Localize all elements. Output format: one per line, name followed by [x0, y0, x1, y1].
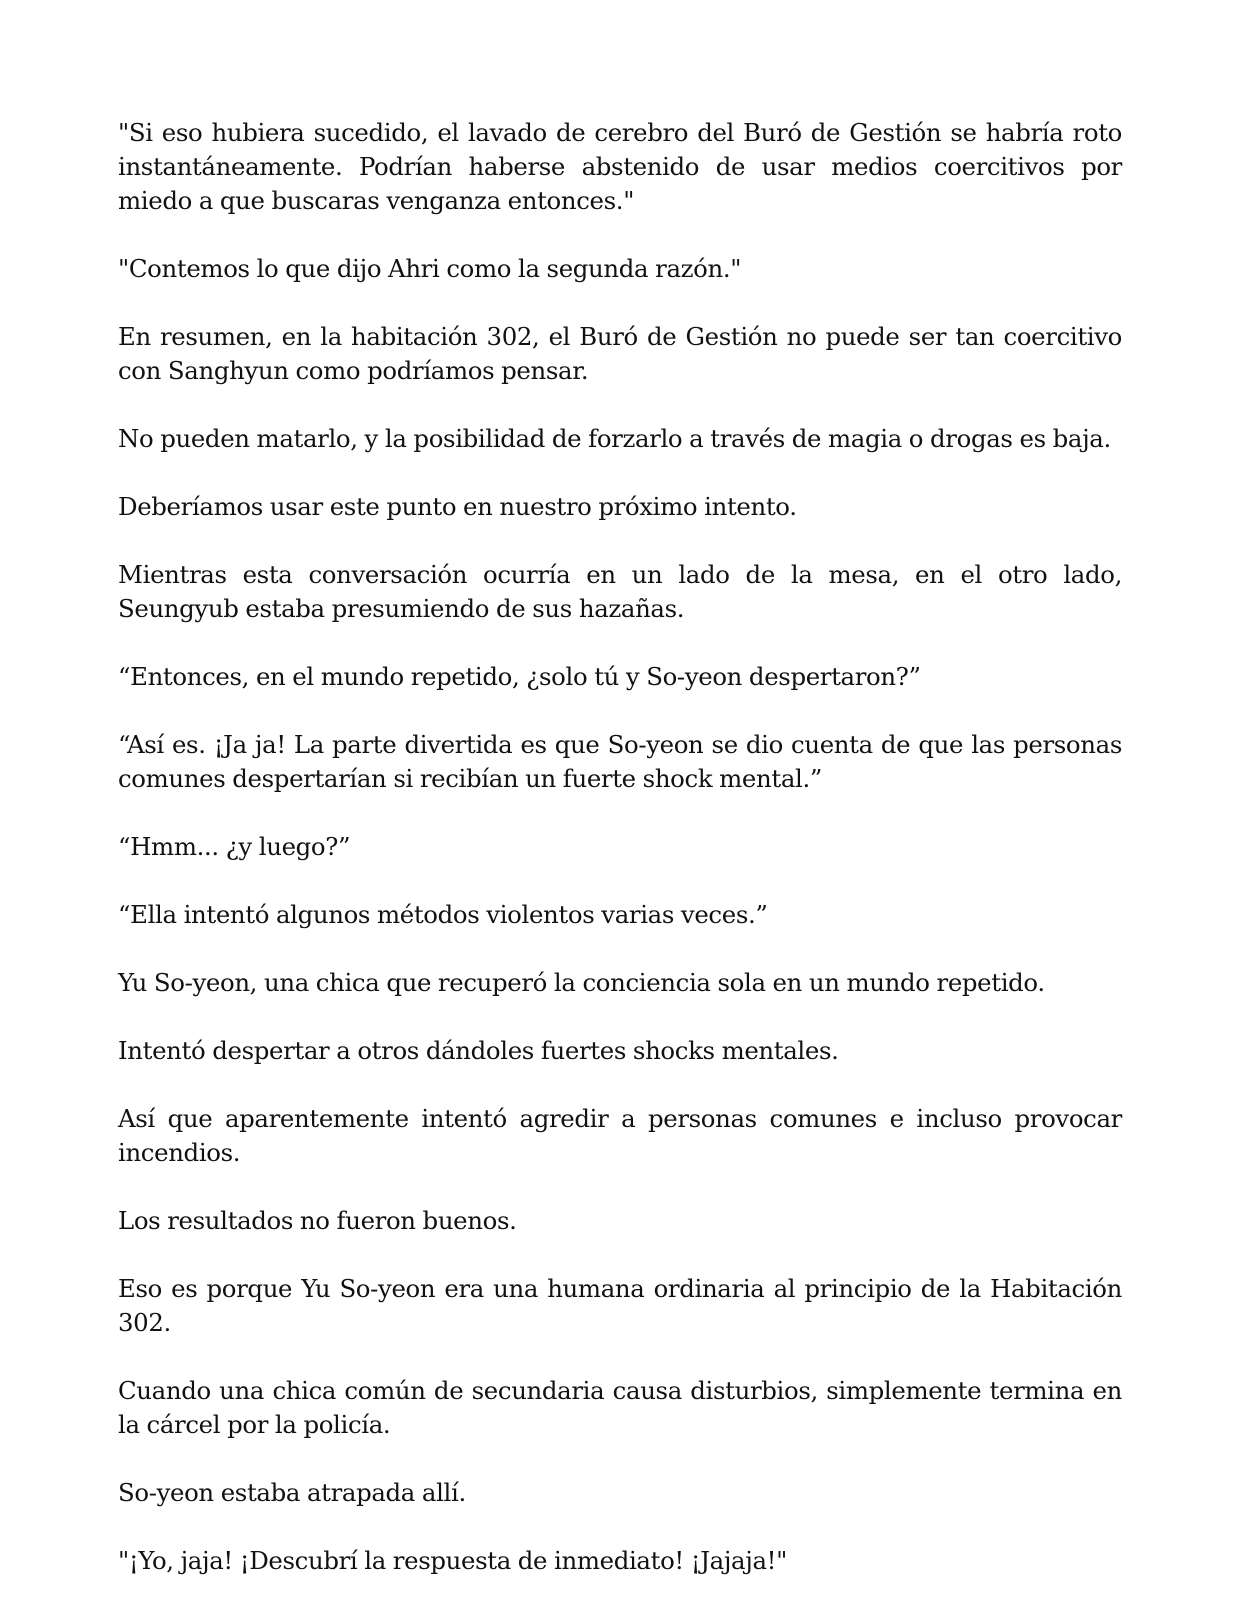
- paragraph-17: So-yeon estaba atrapada allí.: [118, 1478, 466, 1507]
- paragraph-9: “Hmm... ¿y luego?”: [118, 832, 351, 861]
- paragraph-15: Eso es porque Yu So-yeon era una humana ordinaria al principio de la Habitación 302.: [118, 1274, 1122, 1337]
- paragraph-10: “Ella intentó algunos métodos violentos varias veces.”: [118, 900, 768, 929]
- paragraph-6: Mientras esta conversación ocurría en un lado de la mesa, en el otro lado, Seungyub estaba presumiendo de sus hazañas.: [118, 560, 1122, 623]
- paragraph-3: En resumen, en la habitación 302, el Buró de Gestión no puede ser tan coercitivo con Sanghyun como podríamos pensar.: [118, 322, 1122, 385]
- paragraph-7: “Entonces, en el mundo repetido, ¿solo tú y So-yeon despertaron?”: [118, 662, 921, 691]
- paragraph-11: Yu So-yeon, una chica que recuperó la conciencia sola en un mundo repetido.: [118, 968, 1045, 997]
- paragraph-8: “Así es. ¡Ja ja! La parte divertida es que So-yeon se dio cuenta de que las personas comunes despertarían si recibían un fuerte shock mental.”: [118, 730, 1122, 793]
- paragraph-13: Así que aparentemente intentó agredir a personas comunes e incluso provocar incendios.: [118, 1104, 1122, 1167]
- paragraph-16: Cuando una chica común de secundaria causa disturbios, simplemente termina en la cárcel por la policía.: [118, 1376, 1122, 1439]
- paragraph-14: Los resultados no fueron buenos.: [118, 1206, 517, 1235]
- paragraph-1: "Si eso hubiera sucedido, el lavado de cerebro del Buró de Gestión se habría roto instantáneamente. Podrían haberse abstenido de usar medios coercitivos por miedo a que buscaras venganza entonces.": [118, 118, 1122, 215]
- paragraph-4: No pueden matarlo, y la posibilidad de forzarlo a través de magia o drogas es baja.: [118, 424, 1111, 453]
- paragraph-18: "¡Yo, jaja! ¡Descubrí la respuesta de inmediato! ¡Jajaja!": [118, 1546, 787, 1575]
- paragraph-2: "Contemos lo que dijo Ahri como la segunda razón.": [118, 254, 742, 283]
- paragraph-5: Deberíamos usar este punto en nuestro próximo intento.: [118, 492, 797, 521]
- paragraph-12: Intentó despertar a otros dándoles fuertes shocks mentales.: [118, 1036, 839, 1065]
- document-page: [118, 116, 1122, 1612]
